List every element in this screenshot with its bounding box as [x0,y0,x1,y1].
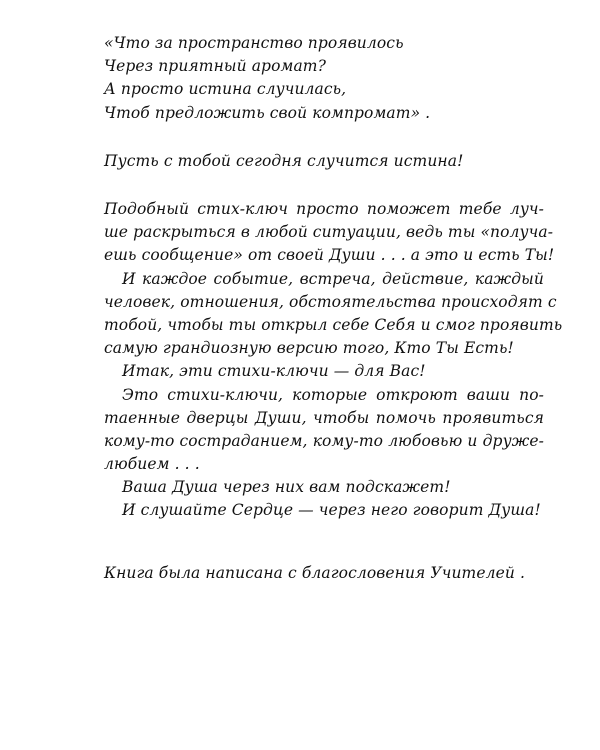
body-line: таенные дверцы Души, чтобы помочь проявиться [104,408,544,427]
verse-line: А просто истина случилась, [104,80,347,99]
verse-line: «Что за пространство проявилось [104,34,404,52]
verse-line: Через приятный аромат? [104,57,327,76]
body-line: ешь сообщение» от своей Души . . . а это и есть Ты! [104,246,555,265]
body-line: И каждое событие, встреча, действие, каждый [122,269,544,288]
body-line: любием . . . [104,455,200,474]
body-line: Подобный стих-ключ просто поможет тебе луч- [104,200,544,218]
verse-line: Чтоб предложить свой компромат» . [104,103,431,122]
wish-paragraph [104,150,544,173]
body-line: тобой, чтобы ты открыл себе Себя и смог проявить [104,315,563,334]
opening-verse [104,32,544,125]
body-line: Итак, эти стихи-ключи — для Вас! [122,362,426,381]
body-line: человек, отношения, обстоятельства происходят с [104,292,557,311]
body-line: кому-то состраданием, кому-то любовью и друже- [104,431,544,450]
body-line: Это стихи-ключи, которые откроют ваши по- [122,385,544,404]
body-line: Ваша Душа через них вам подскажет! [122,478,451,497]
wish-line: Пусть с тобой сегодня случится истина! [104,152,464,170]
body-line: И слушайте Сердце — через него говорит Душа! [122,501,541,520]
body-text [104,198,563,523]
body-line: самую грандиозную версию того, Кто Ты Есть! [104,339,514,358]
closing-line: Книга была написана с благословения Учителей . [104,564,526,582]
closing-note [104,562,544,585]
body-line: ше раскрыться в любой ситуации, ведь ты «получа- [104,223,554,242]
